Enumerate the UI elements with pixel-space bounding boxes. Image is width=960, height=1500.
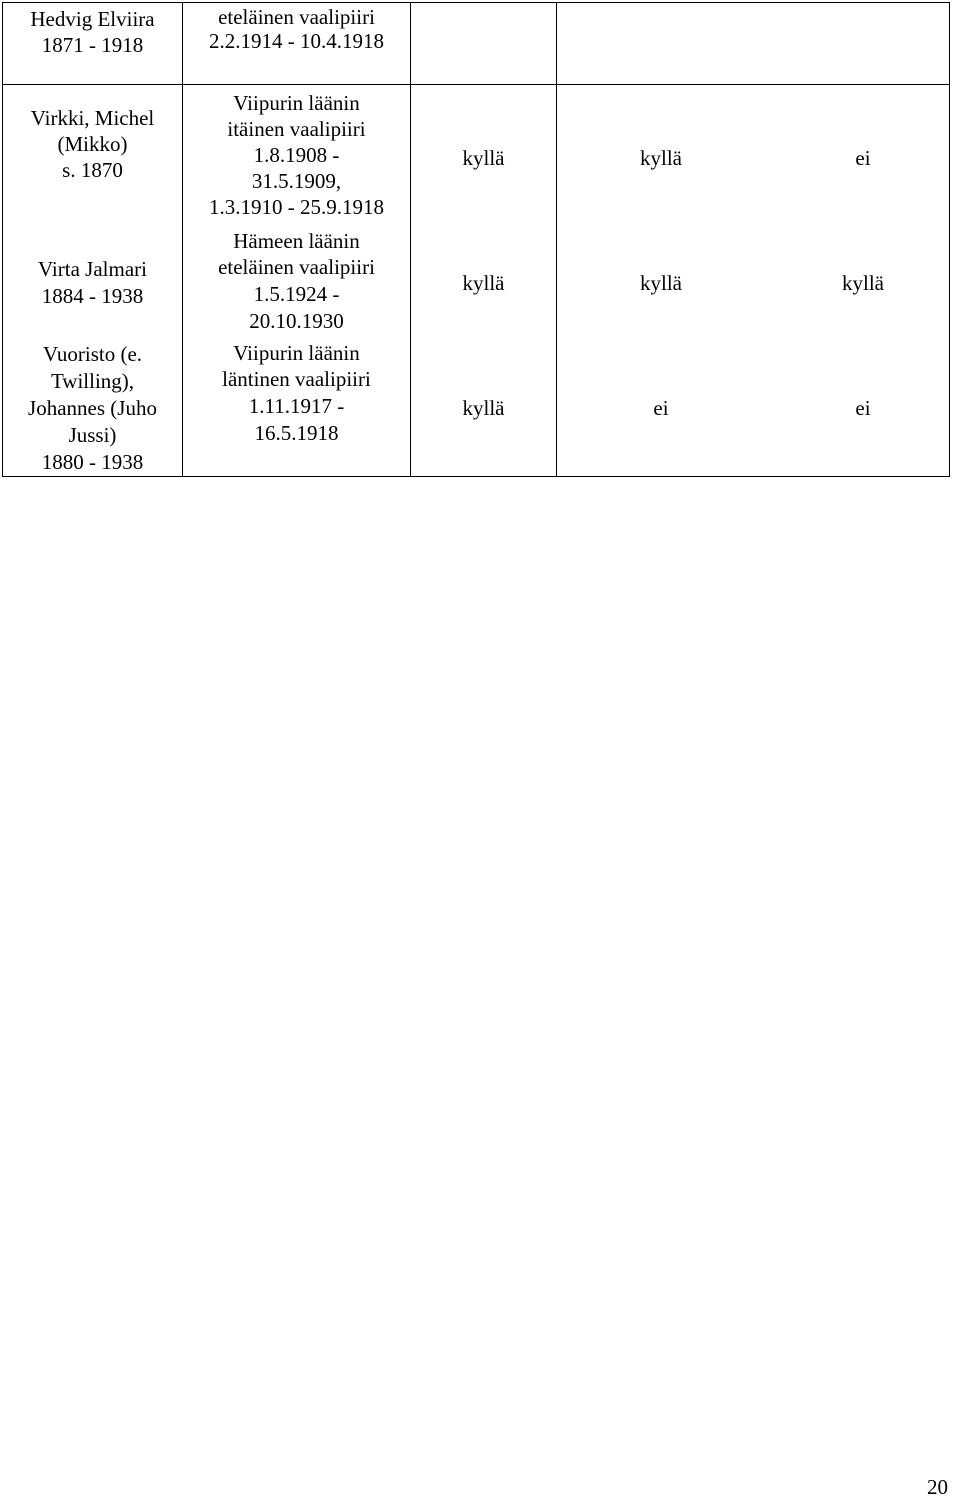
name-line: 1884 - 1938 bbox=[41, 284, 144, 308]
district-line: Hämeen läänin bbox=[233, 229, 360, 253]
district-line: 1.3.1910 - 25.9.1918 bbox=[209, 195, 384, 219]
values-col-1 bbox=[411, 85, 557, 477]
district-line: läntinen vaalipiiri bbox=[222, 367, 371, 391]
continuation-table bbox=[2, 2, 950, 85]
district-line: 20.10.1930 bbox=[249, 309, 344, 333]
empty-cell bbox=[557, 3, 950, 85]
district-line: 1.8.1908 - bbox=[253, 143, 340, 167]
value-cell: kyllä bbox=[462, 396, 505, 420]
value-cell: ei bbox=[855, 146, 871, 170]
name-line: 1871 - 1918 bbox=[41, 33, 144, 57]
value-cell: kyllä bbox=[640, 271, 682, 295]
name-line: Virkki, Michel bbox=[30, 106, 155, 130]
district-line: 1.11.1917 - bbox=[248, 394, 345, 418]
name-cell bbox=[3, 3, 183, 85]
district-line: 31.5.1909, bbox=[251, 169, 342, 193]
table-row bbox=[3, 85, 950, 477]
empty-cell bbox=[411, 3, 557, 85]
value-cell: ei bbox=[653, 396, 669, 420]
name-line: Johannes (Juho bbox=[28, 396, 157, 420]
name-line: (Mikko) bbox=[57, 132, 128, 156]
value-cell: kyllä bbox=[462, 146, 505, 170]
value-cell: kyllä bbox=[462, 271, 505, 295]
names-cell bbox=[3, 85, 183, 477]
name-line: 1880 - 1938 bbox=[41, 450, 144, 474]
name-line: Vuoristo (e. bbox=[42, 342, 143, 366]
district-line: itäinen vaalipiiri bbox=[227, 117, 366, 141]
name-line: Hedvig Elviira bbox=[30, 7, 155, 31]
members-table bbox=[2, 84, 950, 477]
name-line: Virta Jalmari bbox=[38, 257, 147, 281]
value-cell: ei bbox=[855, 396, 871, 420]
value-cell: kyllä bbox=[640, 146, 682, 170]
value-cell: kyllä bbox=[842, 271, 884, 295]
district-line: eteläinen vaalipiiri bbox=[218, 5, 375, 29]
table-row bbox=[3, 3, 950, 85]
values-col-2 bbox=[557, 85, 950, 477]
name-line: Twilling), bbox=[50, 369, 135, 393]
name-line: Jussi) bbox=[68, 423, 117, 447]
district-line: Viipurin läänin bbox=[233, 91, 360, 115]
district-line: 2.2.1914 - 10.4.1918 bbox=[209, 29, 384, 53]
district-line: eteläinen vaalipiiri bbox=[218, 255, 375, 279]
district-line: 1.5.1924 - bbox=[253, 282, 340, 306]
page-number: 20 bbox=[927, 1475, 948, 1499]
district-cell bbox=[183, 3, 411, 85]
district-line: Viipurin läänin bbox=[233, 341, 360, 365]
name-line: s. 1870 bbox=[62, 158, 123, 182]
district-line: 16.5.1918 bbox=[254, 421, 339, 445]
districts-cell bbox=[183, 85, 411, 477]
